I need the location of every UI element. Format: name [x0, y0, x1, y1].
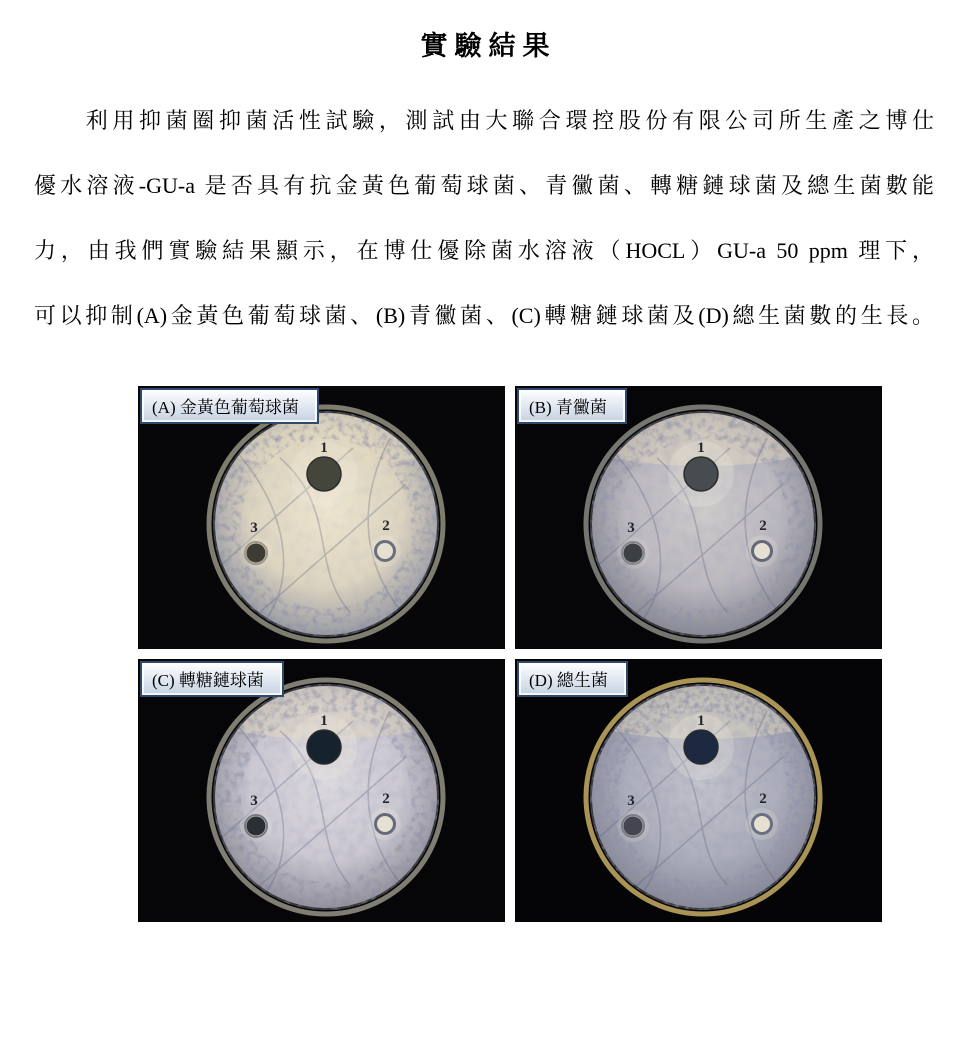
well-number-3: 3 [627, 793, 635, 809]
well-number-2: 2 [759, 518, 767, 534]
well-2 [753, 815, 772, 834]
well-number-1: 1 [697, 713, 705, 729]
petri-dish-panel [138, 386, 505, 649]
well-1 [307, 730, 341, 764]
petri-dish-panel [515, 659, 882, 922]
paragraph-line-3: 力，由我們實驗結果顯示，在博仕優除菌水溶液（HOCL）GU-a 50 ppm 理下， [34, 238, 934, 263]
petri-dish-panel [138, 659, 505, 922]
petri-dish-photo [138, 386, 505, 649]
well-3 [247, 544, 266, 563]
panel-label: (B) 青黴菌 [517, 388, 627, 424]
petri-dish-photo [515, 386, 882, 649]
well-1 [307, 457, 341, 491]
well-number-3: 3 [627, 520, 635, 536]
well-3 [247, 817, 266, 836]
well-2 [753, 542, 772, 561]
paragraph-line-2: 優水溶液-GU-a 是否具有抗金黃色葡萄球菌、青黴菌、轉糖鏈球菌及總生菌數能 [34, 173, 934, 198]
body-paragraph [34, 88, 934, 348]
well-number-1: 1 [320, 440, 328, 456]
well-3 [624, 544, 643, 563]
well-number-2: 2 [382, 791, 390, 807]
well-1 [684, 457, 718, 491]
page-title: 實驗結果 [420, 31, 557, 61]
paragraph-line-1: 利用抑菌圈抑菌活性試驗，測試由大聯合環控股份有限公司所生產之博仕 [85, 108, 934, 133]
panel-label: (A) 金黃色葡萄球菌 [140, 388, 319, 424]
petri-dish-figure-grid [138, 386, 882, 922]
well-2 [376, 815, 395, 834]
petri-dish-panel [515, 386, 882, 649]
well-number-3: 3 [250, 520, 258, 536]
paragraph-line-4: 可以抑制(A)金黃色葡萄球菌、(B)青黴菌、(C)轉糖鏈球菌及(D)總生菌數的生長。 [34, 303, 934, 328]
panel-label: (D) 總生菌 [517, 661, 628, 697]
panel-label: (C) 轉糖鏈球菌 [140, 661, 284, 697]
well-3 [624, 817, 643, 836]
petri-dish-photo [515, 659, 882, 922]
well-number-3: 3 [250, 793, 258, 809]
well-number-2: 2 [759, 791, 767, 807]
well-2 [376, 542, 395, 561]
well-1 [684, 730, 718, 764]
petri-dish-photo [138, 659, 505, 922]
well-number-1: 1 [697, 440, 705, 456]
well-number-2: 2 [382, 518, 390, 534]
well-number-1: 1 [320, 713, 328, 729]
